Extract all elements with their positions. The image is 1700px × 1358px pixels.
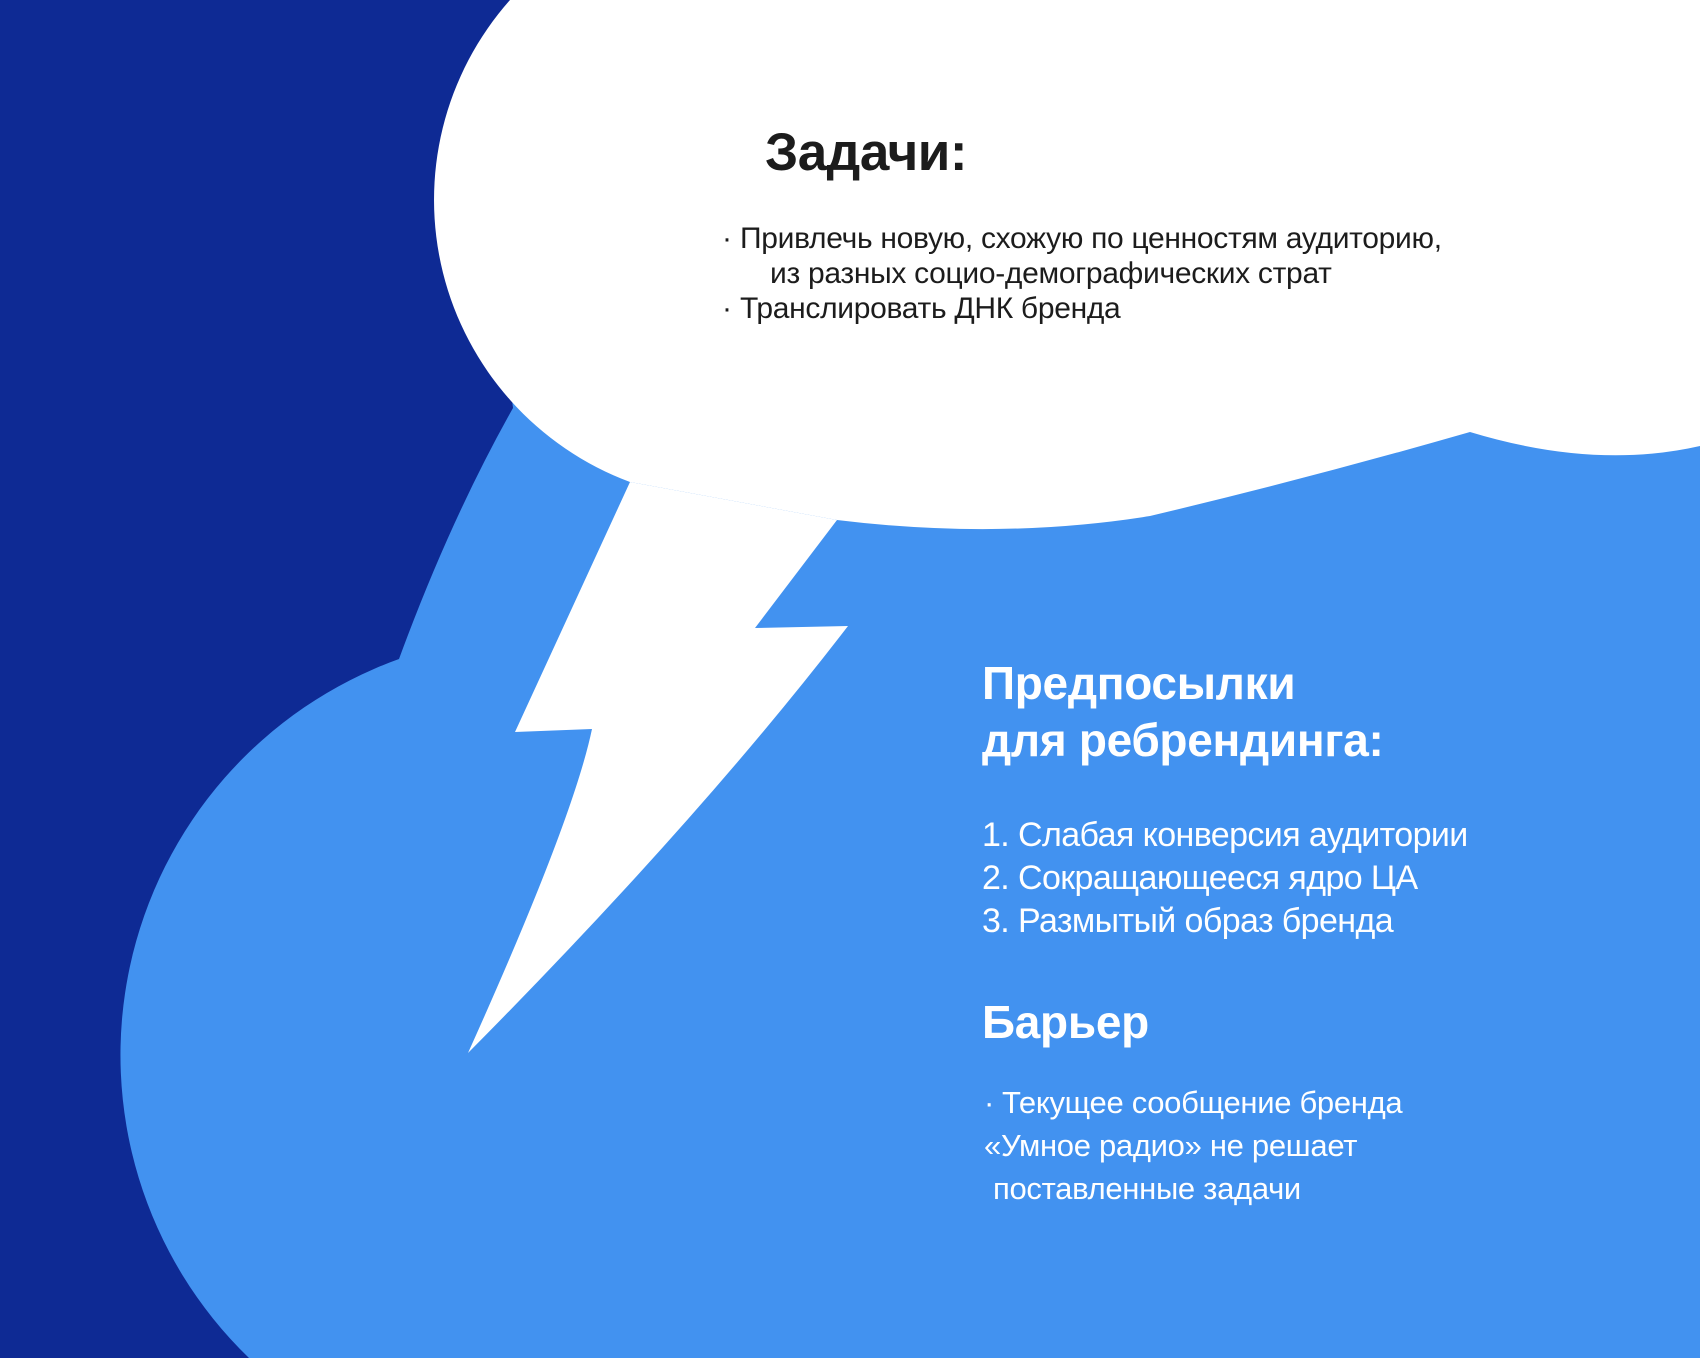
prerequisites-heading-line-1: Предпосылки — [982, 657, 1296, 709]
tasks-heading: Задачи: — [765, 123, 967, 182]
tasks-item-2 — [722, 291, 1120, 326]
barrier-line-1 — [984, 1081, 1402, 1124]
bullet-dot: · — [722, 222, 732, 255]
prerequisites-item-1: 1. Слабая конверсия аудитории — [982, 816, 1468, 854]
prerequisites-item-3: 3. Размытый образ бренда — [982, 902, 1393, 940]
prerequisites-heading — [982, 655, 1384, 769]
tasks-item-1-line-2: из разных социо-демографических страт — [770, 257, 1332, 290]
prerequisites-list — [982, 814, 1468, 943]
prerequisites-item-2: 2. Сокращающееся ядро ЦА — [982, 859, 1418, 897]
barrier-line-1-text: Текущее сообщение бренда — [1002, 1085, 1403, 1120]
bullet-dot: · — [984, 1085, 995, 1120]
tasks-item-1-line-1 — [722, 221, 1442, 256]
tasks-item-2-text: Транслировать ДНК бренда — [740, 292, 1121, 325]
barrier-line-2: «Умное радио» не решает — [984, 1128, 1358, 1163]
barrier-heading: Барьер — [982, 996, 1149, 1048]
bullet-dot: · — [722, 292, 732, 325]
barrier-line-3: поставленные задачи — [993, 1171, 1301, 1206]
prerequisites-heading-line-2: для ребрендинга: — [982, 714, 1384, 766]
barrier-bullet-list — [984, 1081, 1402, 1210]
tasks-item-1-text: Привлечь новую, схожую по ценностям аудиторию, — [740, 222, 1442, 255]
